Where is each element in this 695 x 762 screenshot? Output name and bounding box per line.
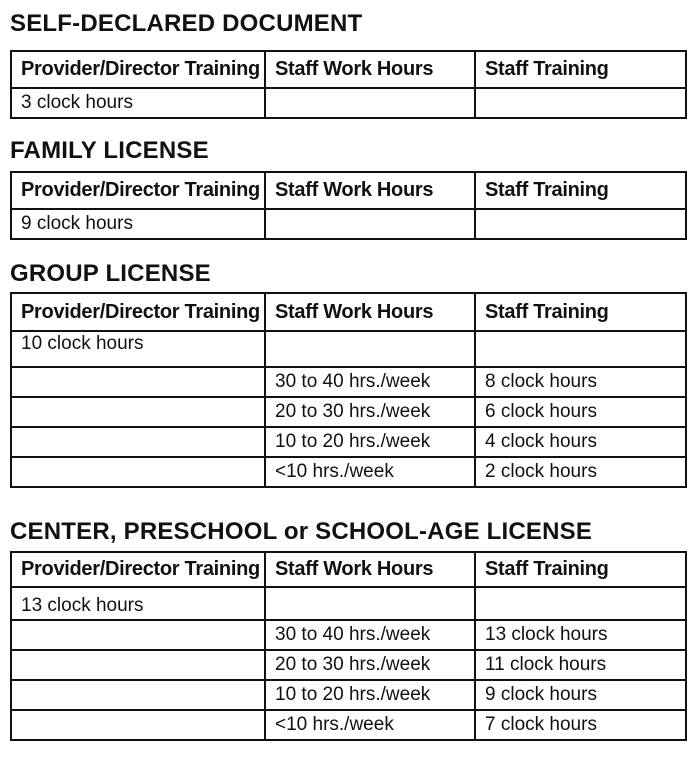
staff-training-cell: 2 clock hours	[475, 457, 686, 487]
header-staff-work-hours: Staff Work Hours	[265, 51, 475, 88]
staff-training-cell: 8 clock hours	[475, 367, 686, 397]
header-staff-training: Staff Training	[475, 552, 686, 587]
header-provider-director-training: Provider/Director Training	[11, 172, 265, 209]
staff-training-cell: 13 clock hours	[475, 620, 686, 650]
work-hours-cell: 30 to 40 hrs./week	[265, 367, 475, 397]
staff-training-cell: 7 clock hours	[475, 710, 686, 740]
staff-training-cell: 4 clock hours	[475, 427, 686, 457]
empty-cell	[11, 650, 265, 680]
table-row	[11, 88, 686, 118]
empty-cell	[11, 367, 265, 397]
empty-cell	[265, 88, 475, 118]
table-header-row	[11, 552, 686, 587]
table-row	[11, 209, 686, 239]
empty-cell	[11, 680, 265, 710]
empty-cell	[265, 209, 475, 239]
work-hours-cell: <10 hrs./week	[265, 457, 475, 487]
empty-cell	[11, 427, 265, 457]
empty-cell	[475, 587, 686, 620]
table-header-row	[11, 293, 686, 331]
empty-cell	[475, 331, 686, 367]
staff-training-cell: 6 clock hours	[475, 397, 686, 427]
provider-hours-cell: 13 clock hours	[11, 587, 265, 620]
table-row	[11, 680, 686, 710]
table-row	[11, 650, 686, 680]
empty-cell	[265, 587, 475, 620]
empty-cell	[265, 331, 475, 367]
table-row	[11, 457, 686, 487]
empty-cell	[475, 88, 686, 118]
header-staff-training: Staff Training	[475, 51, 686, 88]
header-provider-director-training: Provider/Director Training	[11, 51, 265, 88]
empty-cell	[11, 620, 265, 650]
empty-cell	[11, 710, 265, 740]
section-title: FAMILY LICENSE	[10, 137, 209, 164]
table-row	[11, 710, 686, 740]
empty-cell	[475, 209, 686, 239]
work-hours-cell: <10 hrs./week	[265, 710, 475, 740]
work-hours-cell: 10 to 20 hrs./week	[265, 427, 475, 457]
header-provider-director-training: Provider/Director Training	[11, 552, 265, 587]
header-staff-training: Staff Training	[475, 293, 686, 331]
header-staff-work-hours: Staff Work Hours	[265, 172, 475, 209]
table-row	[11, 331, 686, 367]
training-table	[10, 551, 687, 741]
training-table	[10, 171, 687, 240]
header-staff-work-hours: Staff Work Hours	[265, 293, 475, 331]
work-hours-cell: 10 to 20 hrs./week	[265, 680, 475, 710]
section-title: GROUP LICENSE	[10, 260, 211, 287]
table-row	[11, 427, 686, 457]
header-provider-director-training: Provider/Director Training	[11, 293, 265, 331]
work-hours-cell: 30 to 40 hrs./week	[265, 620, 475, 650]
table-header-row	[11, 51, 686, 88]
provider-hours-cell: 9 clock hours	[11, 209, 265, 239]
staff-training-cell: 11 clock hours	[475, 650, 686, 680]
work-hours-cell: 20 to 30 hrs./week	[265, 650, 475, 680]
training-table	[10, 292, 687, 488]
empty-cell	[11, 457, 265, 487]
staff-training-cell: 9 clock hours	[475, 680, 686, 710]
training-table	[10, 50, 687, 119]
header-staff-work-hours: Staff Work Hours	[265, 552, 475, 587]
table-row	[11, 367, 686, 397]
table-row	[11, 587, 686, 620]
provider-hours-cell: 10 clock hours	[11, 331, 265, 367]
empty-cell	[11, 397, 265, 427]
table-header-row	[11, 172, 686, 209]
table-row	[11, 620, 686, 650]
header-staff-training: Staff Training	[475, 172, 686, 209]
provider-hours-cell: 3 clock hours	[11, 88, 265, 118]
section-title: SELF-DECLARED DOCUMENT	[10, 10, 363, 37]
section-title: CENTER, PRESCHOOL or SCHOOL-AGE LICENSE	[10, 518, 593, 545]
work-hours-cell: 20 to 30 hrs./week	[265, 397, 475, 427]
table-row	[11, 397, 686, 427]
